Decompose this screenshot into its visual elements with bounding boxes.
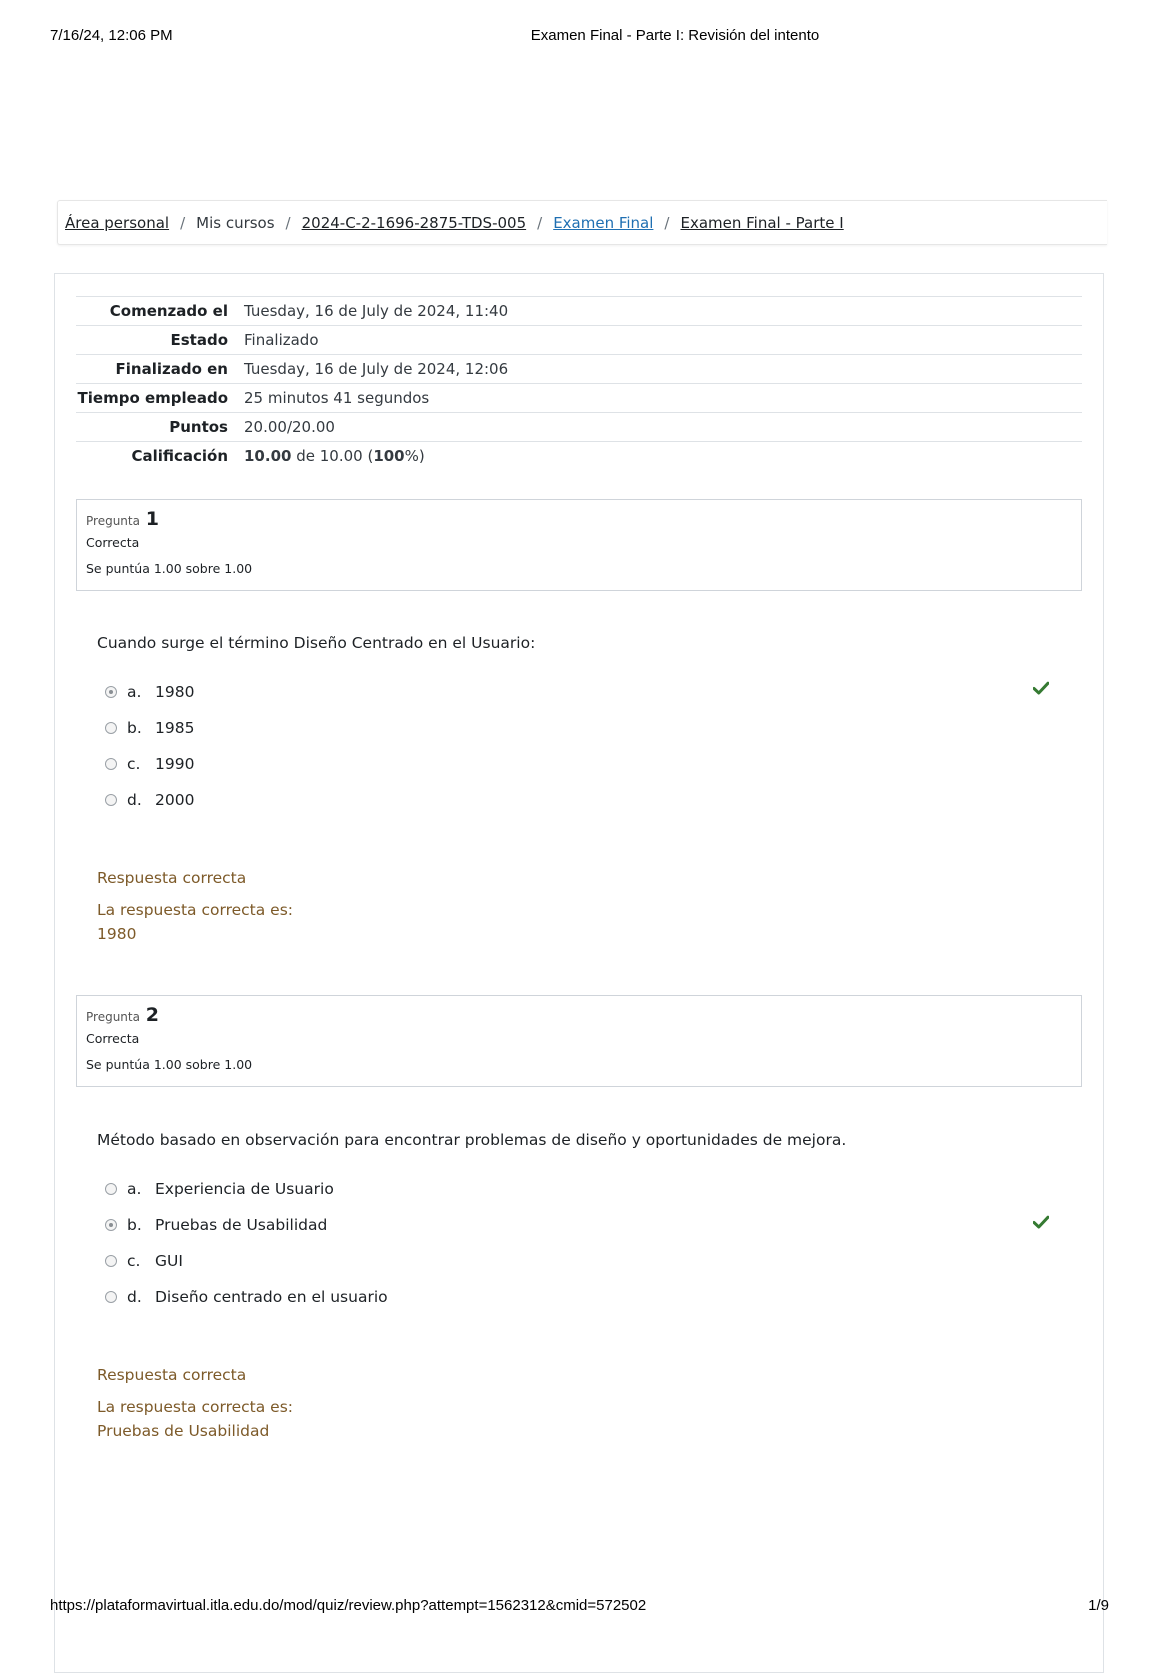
summary-row [76, 413, 1082, 442]
summary-label: Calificación [76, 442, 244, 471]
attempt-summary-table [76, 296, 1082, 470]
summary-label: Estado [76, 326, 244, 355]
option-text: 2000 [155, 791, 195, 809]
check-icon [1033, 1215, 1049, 1229]
radio-button[interactable] [105, 758, 117, 770]
breadcrumb-item-examen-final[interactable]: Examen Final [553, 213, 654, 232]
radio-button[interactable] [105, 686, 117, 698]
option-letter: a. [127, 1180, 142, 1198]
grade-of-text: de 10.00 ( [291, 447, 374, 465]
check-icon [1033, 681, 1049, 695]
print-page-number: 1/9 [1088, 1597, 1109, 1614]
summary-value: 25 minutos 41 segundos [244, 384, 1082, 413]
option-letter: d. [127, 1288, 142, 1306]
answer-option-2b[interactable] [105, 1213, 327, 1237]
summary-value: Tuesday, 16 de July de 2024, 12:06 [244, 355, 1082, 384]
breadcrumb-item-mis-cursos: Mis cursos [196, 213, 275, 232]
grade-suffix: %) [404, 447, 425, 465]
right-answer: Pruebas de Usabilidad [97, 1422, 270, 1440]
summary-label: Tiempo empleado [76, 384, 244, 413]
question-number [86, 1004, 1072, 1026]
breadcrumb-item-examen-final-parte-i[interactable]: Examen Final - Parte I [680, 213, 844, 232]
radio-button[interactable] [105, 1183, 117, 1195]
breadcrumb-separator: / [537, 213, 543, 232]
summary-grade-value [244, 442, 1082, 471]
option-letter: b. [127, 719, 142, 737]
right-answer-label: La respuesta correcta es: [97, 901, 294, 919]
radio-button[interactable] [105, 1291, 117, 1303]
answer-option-1c[interactable] [105, 752, 194, 776]
question-number [86, 508, 1072, 530]
summary-row-grade [76, 442, 1082, 471]
print-title: Examen Final - Parte I: Revisión del intento [530, 27, 820, 44]
radio-button[interactable] [105, 722, 117, 734]
summary-label: Comenzado el [76, 297, 244, 326]
option-text: 1980 [155, 683, 195, 701]
option-text: Diseño centrado en el usuario [155, 1288, 388, 1306]
print-datetime: 7/16/24, 12:06 PM [50, 27, 173, 44]
right-answer: 1980 [97, 925, 137, 943]
question-text-2: Método basado en observación para encontrar problemas de diseño y oportunidades de mejora. [97, 1131, 847, 1149]
summary-value: Finalizado [244, 326, 1082, 355]
answer-option-2d[interactable] [105, 1285, 388, 1309]
answer-option-1a[interactable] [105, 680, 194, 704]
question-info-2 [76, 995, 1082, 1087]
question-grade: Se puntúa 1.00 sobre 1.00 [86, 561, 253, 576]
breadcrumb-separator: / [180, 213, 186, 232]
breadcrumb-separator: / [285, 213, 291, 232]
answer-option-1b[interactable] [105, 716, 194, 740]
radio-button[interactable] [105, 794, 117, 806]
right-answer-label: La respuesta correcta es: [97, 1398, 294, 1416]
feedback-2 [97, 1363, 293, 1443]
breadcrumb [57, 200, 1107, 245]
feedback-1 [97, 866, 293, 946]
summary-row [76, 297, 1082, 326]
option-letter: a. [127, 683, 142, 701]
answer-option-2a[interactable] [105, 1177, 334, 1201]
option-letter: b. [127, 1216, 142, 1234]
grade-score: 10.00 [244, 447, 292, 465]
summary-label: Finalizado en [76, 355, 244, 384]
main-content-card [54, 273, 1104, 1673]
breadcrumb-item-course[interactable]: 2024-C-2-1696-2875-TDS-005 [301, 213, 527, 232]
feedback-text: Respuesta correcta [97, 869, 247, 887]
option-text: 1985 [155, 719, 195, 737]
option-text: Experiencia de Usuario [155, 1180, 334, 1198]
question-number-value: 2 [145, 1004, 160, 1026]
question-label: Pregunta [86, 514, 140, 528]
breadcrumb-separator: / [664, 213, 670, 232]
question-number-value: 1 [145, 508, 160, 530]
radio-button[interactable] [105, 1219, 117, 1231]
question-state: Correcta [86, 535, 140, 550]
print-url: https://plataformavirtual.itla.edu.do/mod/quiz/review.php?attempt=1562312&cmid=572502 [50, 1597, 647, 1614]
feedback-text: Respuesta correcta [97, 1366, 247, 1384]
question-info-1 [76, 499, 1082, 591]
breadcrumb-item-area-personal[interactable]: Área personal [65, 213, 170, 232]
radio-button[interactable] [105, 1255, 117, 1267]
attempt-summary [76, 296, 1082, 470]
summary-row [76, 326, 1082, 355]
option-text: 1990 [155, 755, 195, 773]
option-letter: c. [127, 755, 141, 773]
question-state: Correcta [86, 1031, 140, 1046]
grade-percent: 100 [373, 447, 405, 465]
summary-row [76, 355, 1082, 384]
option-text: Pruebas de Usabilidad [155, 1216, 328, 1234]
question-text-1: Cuando surge el término Diseño Centrado en el Usuario: [97, 634, 536, 652]
option-text: GUI [155, 1252, 183, 1270]
question-label: Pregunta [86, 1010, 140, 1024]
question-grade: Se puntúa 1.00 sobre 1.00 [86, 1057, 253, 1072]
answer-option-1d[interactable] [105, 788, 194, 812]
summary-row [76, 384, 1082, 413]
option-letter: c. [127, 1252, 141, 1270]
option-letter: d. [127, 791, 142, 809]
summary-value: Tuesday, 16 de July de 2024, 11:40 [244, 297, 1082, 326]
summary-value: 20.00/20.00 [244, 413, 1082, 442]
answer-option-2c[interactable] [105, 1249, 183, 1273]
summary-label: Puntos [76, 413, 244, 442]
